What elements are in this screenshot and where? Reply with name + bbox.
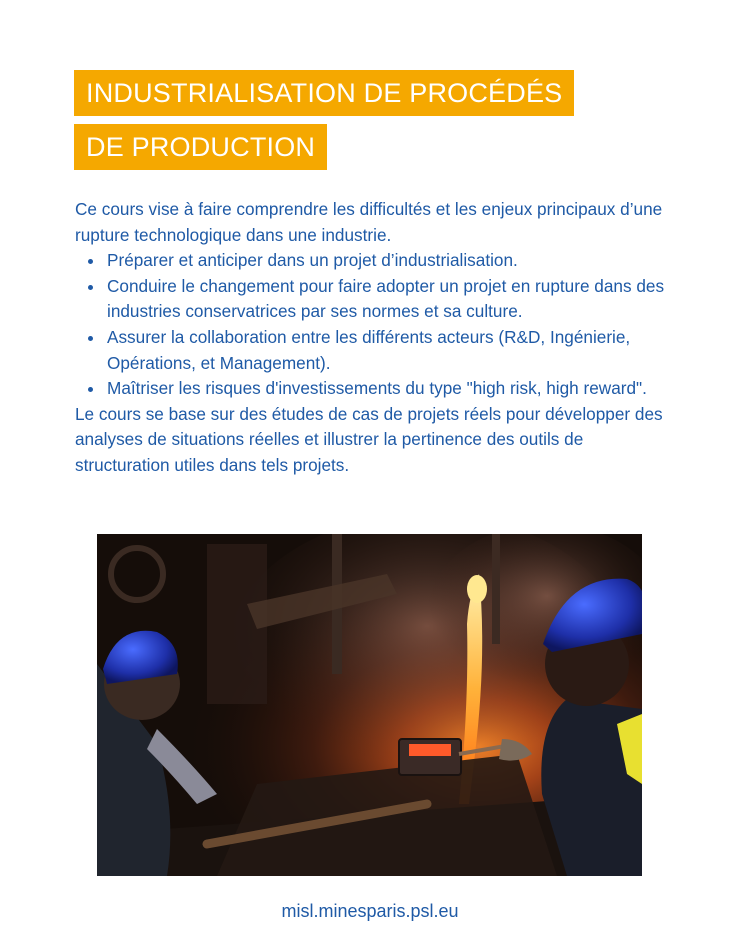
list-item: Conduire le changement pour faire adopter un projet en rupture dans des industries conservatrices par ses normes et sa culture. bbox=[107, 274, 680, 325]
objectives-list bbox=[75, 248, 680, 402]
intro-paragraph: Ce cours vise à faire comprendre les difficultés et les enjeux principaux d’une rupture technologique dans une industrie. bbox=[75, 199, 663, 245]
course-description bbox=[75, 197, 680, 479]
foundry-photo bbox=[97, 534, 642, 876]
page-title bbox=[74, 70, 574, 170]
title-line-2: DE PRODUCTION bbox=[74, 124, 327, 170]
list-item: Préparer et anticiper dans un projet d’industrialisation. bbox=[107, 248, 680, 274]
list-item: Maîtriser les risques d'investissements du type "high risk, high reward". bbox=[107, 376, 680, 402]
website-link[interactable]: misl.minesparis.psl.eu bbox=[281, 901, 459, 921]
list-item: Assurer la collaboration entre les différents acteurs (R&D, Ingénierie, Opérations, et Management). bbox=[107, 325, 680, 376]
conclusion-paragraph: Le cours se base sur des études de cas de projets réels pour développer des analyses de situations réelles et illustrer la pertinence des outils de structuration utiles dans tels projets. bbox=[75, 403, 663, 475]
title-line-1: INDUSTRIALISATION DE PROCÉDÉS bbox=[74, 70, 574, 116]
